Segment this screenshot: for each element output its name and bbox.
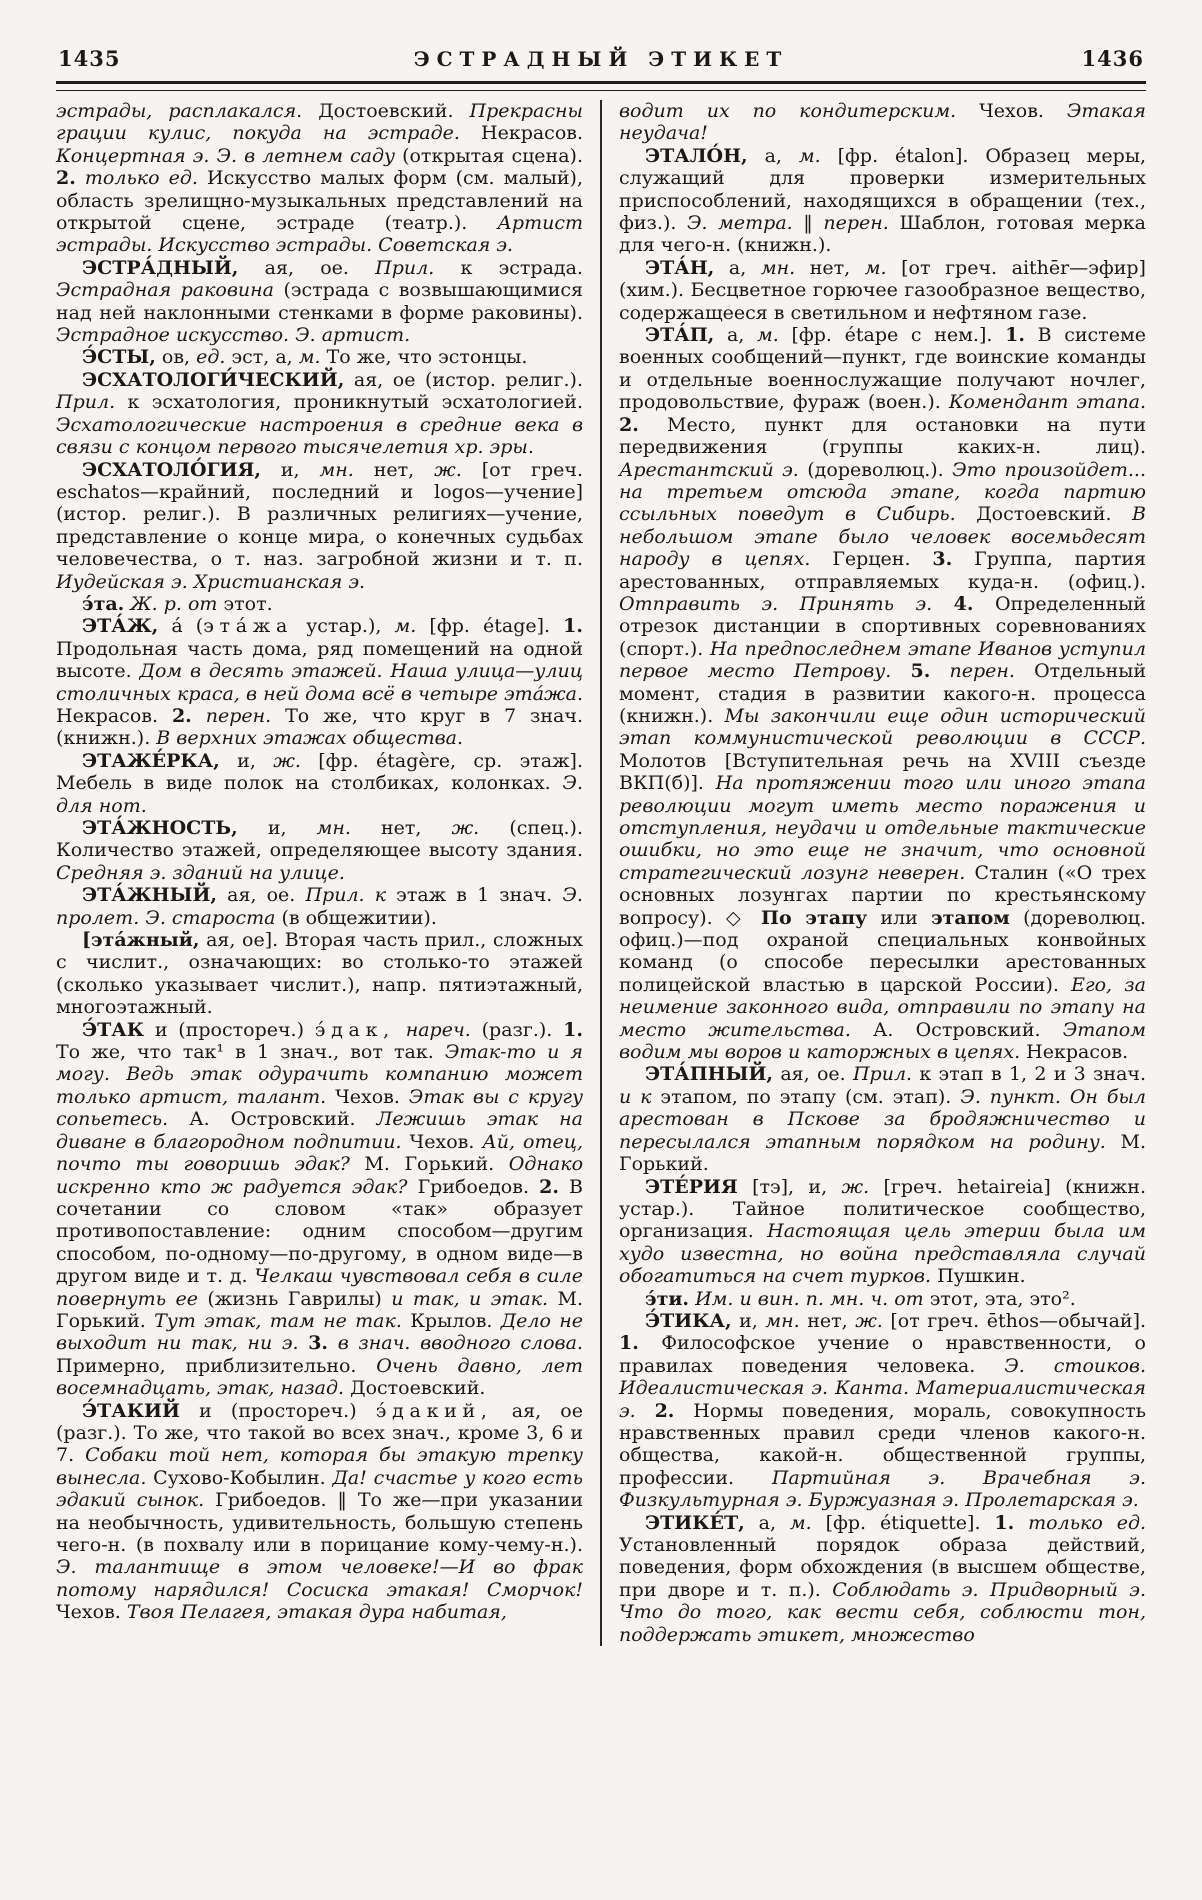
text-run: Артист эстрады. Искусство эстрады. Советская э. bbox=[56, 212, 583, 257]
running-head: ЭСТРАДНЫЙ ЭТИКЕТ bbox=[413, 47, 789, 71]
entry-eteriya bbox=[619, 1176, 1146, 1288]
text-run: Шаблон, готовая мерка для чего-н. (книжн.). bbox=[619, 212, 1147, 257]
text-run: и (простореч.) bbox=[154, 1018, 304, 1041]
text-run: Партийная э. Врачебная э. Физкультурная э. Буржуазная э. Пролетарская э. bbox=[619, 1466, 1146, 1512]
text-run: этот, эта, это². bbox=[929, 1287, 1076, 1310]
text-run: В верхних этажах общества. bbox=[156, 727, 464, 750]
text-run: 2. bbox=[619, 413, 639, 436]
text-run: ЭТА́Ж, bbox=[82, 615, 159, 638]
text-run: Продольная часть дома, ряд помещений на одной высоте. bbox=[56, 637, 583, 683]
text-run: ‖ bbox=[803, 212, 813, 235]
text-run: Э́ТАКИЙ bbox=[82, 1399, 180, 1422]
text-run: Чехов. bbox=[56, 1601, 121, 1624]
text-run: Группа, партия арестованных, отправляемых куда-н. (офиц.). bbox=[619, 548, 1146, 593]
text-run: Эстрадная раковина bbox=[56, 279, 275, 302]
text-run: к этап в 1, 2 и 3 знач. bbox=[919, 1063, 1147, 1086]
text-run: М. Горький. bbox=[619, 1130, 1146, 1176]
text-run: мн. bbox=[319, 458, 354, 481]
entry-estrada-continuation bbox=[56, 100, 583, 257]
text-run: и, bbox=[267, 817, 287, 839]
text-run: в знач. вводного слова. bbox=[337, 1332, 583, 1355]
text-run: ж. bbox=[434, 458, 462, 481]
text-run: Некрасов. bbox=[56, 704, 158, 727]
text-run: а́ ( bbox=[171, 615, 204, 638]
text-run: и так, и этак. bbox=[391, 1287, 549, 1310]
text-run: а, bbox=[726, 324, 745, 347]
text-run: По этапу bbox=[761, 906, 868, 929]
text-columns bbox=[56, 100, 1146, 1646]
text-run: к эстрада. bbox=[460, 256, 583, 279]
text-run: 3. bbox=[932, 548, 953, 571]
entry-etika bbox=[619, 1310, 1146, 1512]
text-run: Этак вы с кругу сопьетесь. bbox=[56, 1085, 583, 1131]
text-run: ая, ое. bbox=[780, 1063, 846, 1086]
text-run: этаж в 1 знач. bbox=[396, 884, 553, 907]
text-run: Им. и вин. п. мн. ч. от bbox=[695, 1287, 924, 1310]
text-run: ая, ое. bbox=[227, 884, 296, 907]
text-run: к эсхатология, проникнутый эсхатологией. bbox=[127, 391, 583, 414]
entry-etazhnyj bbox=[56, 884, 583, 929]
text-run: Сталин («О трех основных лозунгах партии по крестьянскому вопросу). bbox=[619, 861, 1146, 929]
text-run: 3. bbox=[308, 1332, 329, 1355]
text-run: Дом в десять этажей. Наша улица—улиц столичных краса, в ней дома всё в четыре эта́жа. bbox=[56, 660, 583, 705]
text-run: э́дак, bbox=[314, 1018, 395, 1041]
entry-eskhatologiya bbox=[56, 459, 583, 593]
text-run: Герцен. bbox=[832, 548, 911, 571]
text-run: Некрасов. bbox=[1026, 1041, 1129, 1064]
text-run: ая, ое]. Вторая часть прил., сложных с числит., означающих: во столько-то этажей (сколько указывает числит.), напр. пятиэтажный, многоэтажный. bbox=[56, 929, 583, 1019]
text-run: [от греч. eschatos—крайний, последний и logos—учение] (истор. религ.). В различных религиях—учение, представление о конце мира, о конечных судьбах человечества, о т. наз. загробной жизни и т. п. bbox=[56, 458, 584, 571]
text-run: Отдельный момент, стадия в развитии какого-н. процесса (книжн.). bbox=[619, 660, 1146, 727]
entry-etazh bbox=[56, 615, 583, 749]
text-run: ЭТАЛО́Н, bbox=[645, 144, 748, 167]
text-run: Челкаш чувствовал себя в силе повернуть ее bbox=[56, 1265, 583, 1310]
text-run: и (простореч.) bbox=[199, 1399, 357, 1422]
text-run: Средняя э. зданий на улице. bbox=[56, 861, 345, 884]
text-run: Чехов. bbox=[335, 1085, 400, 1108]
text-run: м. bbox=[394, 615, 417, 638]
text-run: Прекрасны грации кулис, покуда на эстраде. bbox=[56, 100, 583, 145]
text-run: То же, что так¹ в 1 знач., вот так. bbox=[56, 1041, 434, 1064]
text-run: 5. bbox=[910, 660, 931, 683]
text-run: ЭТА́ЖНОСТЬ, bbox=[82, 817, 238, 839]
text-run: нет, bbox=[381, 817, 422, 839]
text-run: водит их по кондитерским. bbox=[619, 100, 957, 122]
text-run: Лежишь этак на диване в благородном подпитии. bbox=[56, 1108, 583, 1153]
text-run: [от греч. aithēr—эфир] (хим.). Бесцветное горючее газообразное вещество, содержащееся в светильном и нефтяном газе. bbox=[619, 256, 1146, 324]
text-run: ж. bbox=[841, 1175, 870, 1198]
text-run: Достоевский. bbox=[976, 503, 1112, 526]
text-run: перен. bbox=[205, 704, 272, 727]
text-run: Прил. к bbox=[305, 884, 387, 907]
text-run: перен. bbox=[823, 212, 889, 235]
text-run: этапом, по этапу (см. этап). bbox=[660, 1085, 952, 1108]
text-run: нет, bbox=[373, 458, 415, 481]
header-rule bbox=[56, 81, 1146, 91]
text-run: [фр. étiquette]. bbox=[825, 1511, 981, 1534]
text-run: [фр. étape с нем.]. bbox=[791, 324, 993, 347]
text-run: нет, bbox=[809, 256, 851, 279]
text-run: [от греч. ēthos—обычай]. bbox=[890, 1309, 1147, 1332]
entry-eskhatologicheskij bbox=[56, 369, 583, 459]
text-run: Твоя Пелагея, этакая дура набитая, bbox=[126, 1601, 507, 1624]
text-run: Э. для нот. bbox=[56, 772, 583, 817]
text-run: Чехов. bbox=[979, 100, 1044, 122]
text-run: ая, ое (истор. религ.). bbox=[353, 368, 583, 391]
text-run: Примерно, приблизительно. bbox=[56, 1354, 357, 1377]
text-run: Настоящая цель этерии была им худо известна, но война представляла случай обогатиться на счет турков. bbox=[619, 1220, 1146, 1288]
text-run: только ед. bbox=[1028, 1511, 1147, 1534]
text-run: В системе военных сообщений—пункт, где воинские команды и отдельные военнослужащие получают ночлег, продовольствие, фураж (воен.). bbox=[619, 324, 1146, 414]
text-run: и к bbox=[619, 1085, 652, 1108]
text-run: устар.), bbox=[306, 615, 382, 638]
text-run: 1. bbox=[1005, 324, 1025, 347]
text-run: Э. стоиков. Идеалистическая э. Канта. Материалистическая э. bbox=[619, 1354, 1146, 1422]
text-run: Мы закончили еще один исторический этап коммунистической революции в СССР. bbox=[619, 704, 1147, 750]
text-run: Достоевский. bbox=[318, 100, 454, 122]
text-run: только ед. bbox=[84, 167, 198, 190]
text-run: Да! счастье у кого есть эдакий сынок. bbox=[56, 1466, 583, 1512]
text-run: (открытая сцена). bbox=[402, 144, 583, 167]
text-run: На протяжении того или иного этапа революции могут иметь место поражения и отступления, неудачи и отдельные тактические ошибки, но это еще не значит, что основной стратегический лозунг неверен. bbox=[619, 772, 1146, 884]
entry-estradnyj bbox=[56, 257, 583, 347]
text-run: м. bbox=[798, 144, 821, 167]
text-run: м. bbox=[789, 1511, 812, 1534]
page-header bbox=[58, 46, 1144, 71]
text-run: А. Островский. bbox=[873, 1018, 1041, 1041]
text-run: [эта́жный, bbox=[82, 929, 200, 952]
text-run: ж. bbox=[273, 749, 301, 772]
text-run: (в общежитии). bbox=[281, 906, 437, 929]
text-run: а, bbox=[728, 256, 747, 279]
text-run: Чехов. bbox=[409, 1130, 475, 1153]
text-run: Соблюдать э. Придворный э. Что до того, как вести себя, соблюсти тон, поддержать этикет, множество bbox=[619, 1578, 1146, 1646]
text-run: эстрады, расплакался. bbox=[56, 100, 303, 122]
text-run: [фр. étalon]. Образец меры, служащий для проверки измерительных приспособлений, находящихся в обращении (тех., физ.). bbox=[619, 144, 1146, 235]
entry-etakij bbox=[56, 1400, 583, 1624]
text-run: эст, а, bbox=[231, 346, 293, 369]
text-run: Концертная э. Э. в летнем саду bbox=[56, 144, 396, 167]
text-run: 1. bbox=[994, 1511, 1015, 1534]
text-run: (спец.). Количество этажей, определяющее высоту здания. bbox=[56, 817, 583, 862]
text-run: ЭСХАТОЛО́ГИЯ, bbox=[82, 458, 261, 481]
text-run: Этапом водим мы воров и каторжных в цепях. bbox=[619, 1018, 1146, 1064]
text-run: 2. bbox=[654, 1399, 675, 1422]
text-run: ЭТИКЕ́Т, bbox=[645, 1511, 745, 1534]
text-run: Эсхатологические настроения в средние века в связи с концом первого тысячелетия хр. эры. bbox=[56, 413, 583, 459]
text-run: Иудейская э. Христианская э. bbox=[56, 570, 366, 593]
text-run: ая, ое (разг.). То же, что такой во всех знач., кроме 3, 6 и 7. bbox=[56, 1399, 583, 1467]
text-run: Молотов [Вступительная речь на XVIII съезде ВКП(б)]. bbox=[619, 749, 1146, 795]
text-run: (дореволюц. офиц.)—под охраной специальных конвойных команд (о способе пересылки арестованных полицейской властью в царской России). bbox=[619, 906, 1147, 996]
entry-etap bbox=[619, 324, 1146, 1063]
text-run: мн. bbox=[316, 817, 351, 839]
text-run: эта́жа bbox=[203, 615, 294, 638]
entry-etan bbox=[619, 257, 1146, 324]
text-run: 2. bbox=[539, 1175, 559, 1198]
text-run: Э. пролет. Э. староста bbox=[56, 884, 583, 929]
text-run: и, bbox=[739, 1309, 758, 1332]
text-run: Грибоедов. ‖ То же—при указании на необычность, удивительность, большую степень чего-н. (в похвалу или в порицание кому-чему-н.). bbox=[56, 1489, 584, 1556]
text-run: перен. bbox=[949, 660, 1015, 683]
text-run: или bbox=[880, 906, 918, 929]
text-run: Прил. bbox=[852, 1063, 913, 1086]
text-run: Этакая неудача! bbox=[619, 100, 1146, 145]
text-run: этапом bbox=[931, 906, 1010, 929]
text-run: 2. bbox=[171, 704, 192, 727]
text-run: Тут этак, там не так. bbox=[154, 1309, 402, 1332]
text-run: Философское учение о нравственности, о правилах поведения человека. bbox=[619, 1332, 1146, 1377]
text-run: (разг.). bbox=[481, 1018, 553, 1041]
text-run: м. bbox=[864, 256, 887, 279]
text-run: Установленный порядок образа действий, поведения, форм обхождения (в высшем обществе, при дворе и т. п.). bbox=[619, 1534, 1146, 1601]
entry-etiket bbox=[619, 1512, 1146, 1646]
text-run: М. Горький. bbox=[364, 1153, 495, 1176]
text-run: Дело не выходит ни так, ни э. bbox=[56, 1309, 584, 1355]
entry-etazherka bbox=[56, 750, 583, 817]
text-run: ЭТАЖЕ́РКА, bbox=[82, 749, 220, 772]
text-run: Однако искренно кто ж радуется эдак? bbox=[56, 1153, 584, 1198]
text-run: м. bbox=[757, 324, 779, 347]
page-number-left: 1435 bbox=[58, 46, 121, 71]
entry-esty bbox=[56, 346, 583, 368]
text-run: мн. bbox=[760, 256, 796, 279]
text-run: Место, пункт для остановки на пути передвижения (группы каких-н. лиц). bbox=[619, 413, 1146, 459]
text-run: и, bbox=[237, 749, 256, 772]
text-run: На предпоследнем этапе Иванов уступил первое место Петрову. bbox=[619, 637, 1146, 683]
text-run: Э́ТАК bbox=[82, 1018, 145, 1041]
text-run: Э. талантище в этом человеке!—И во фрак потому нарядился! Сосиска этакая! Сморчок! bbox=[56, 1556, 583, 1601]
text-run: Некрасов. bbox=[481, 122, 583, 145]
text-run: (эстрада с возвышающимися над ней наклонными стенками в форме раковины). bbox=[56, 279, 583, 324]
text-run: м. bbox=[298, 346, 321, 369]
text-run: Определенный отрезок дистанции в спортивных соревнованиях (спорт.). bbox=[619, 592, 1146, 660]
text-run: ◇ bbox=[725, 906, 748, 929]
text-run: 1. bbox=[619, 1332, 639, 1355]
text-run: То же, что эстонцы. bbox=[326, 346, 528, 369]
entry-etazhnyj-suffix bbox=[56, 929, 583, 1019]
text-run: М. Горький. bbox=[56, 1287, 584, 1332]
text-run: 1. bbox=[563, 615, 584, 638]
text-run: Сухово-Кобылин. bbox=[153, 1466, 326, 1489]
text-run: э́дакий, bbox=[375, 1399, 493, 1422]
text-run: ЭТЕ́РИЯ bbox=[645, 1175, 738, 1198]
text-run: нет, bbox=[807, 1309, 848, 1332]
text-run: (дореволюц.). bbox=[807, 458, 944, 481]
entry-etakij-continuation bbox=[619, 100, 1146, 145]
text-run: ЭТА́Н, bbox=[645, 256, 715, 279]
right-column bbox=[600, 100, 1146, 1646]
text-run: ов, bbox=[161, 346, 191, 369]
text-run: ЭТА́П, bbox=[645, 324, 715, 347]
text-run: ед. bbox=[196, 346, 226, 369]
text-run: Собаки той нет, которая бы этакую трепку вынесла. bbox=[56, 1444, 583, 1489]
text-run: ЭТА́ПНЫЙ, bbox=[645, 1063, 774, 1086]
text-run: ЭСТРА́ДНЫЙ, bbox=[82, 256, 239, 279]
entry-eta bbox=[56, 593, 583, 615]
text-run: Этак-то и я могу. Ведь этак одурачить компанию может только артист, талант. bbox=[56, 1041, 583, 1108]
text-run: Достоевский. bbox=[350, 1377, 486, 1400]
text-run: ж. bbox=[855, 1309, 883, 1332]
text-run: а, bbox=[764, 144, 782, 167]
text-run: этот. bbox=[223, 592, 273, 615]
text-run: [фр. étagère, ср. этаж]. Мебель в виде полок на столбиках, колонках. bbox=[56, 749, 583, 795]
text-run: Его, за неимение законного вида, отправили по этапу на место жительства. bbox=[619, 973, 1147, 1041]
text-run: Прил. bbox=[375, 256, 435, 279]
entry-etak bbox=[56, 1019, 583, 1400]
entry-etazhnost bbox=[56, 817, 583, 884]
text-run: Э́ТИКА, bbox=[645, 1309, 732, 1332]
left-column bbox=[56, 100, 600, 1646]
text-run: А. Островский. bbox=[189, 1108, 356, 1131]
text-run: ЭТА́ЖНЫЙ, bbox=[82, 884, 218, 907]
text-run: 1. bbox=[563, 1018, 583, 1041]
text-run: Очень давно, лет восемнадцать, этак, назад. bbox=[56, 1354, 584, 1400]
text-run: Э. пункт. Он был арестован в Пскове за бродяжничество и пересылался этапным порядком на родину. bbox=[619, 1085, 1147, 1153]
text-run: Комендант этапа. bbox=[948, 391, 1147, 414]
text-run: Эстрадное искусство. Э. артист. bbox=[56, 324, 411, 347]
text-run: Отправить э. Принять э. bbox=[619, 592, 933, 615]
text-run: Нормы поведения, мораль, совокупность нравственных правил среди членов какого-н. общества, какой-н. общественной группы, профессии. bbox=[619, 1399, 1146, 1489]
text-run: ж. bbox=[451, 817, 480, 839]
text-run: мн. bbox=[765, 1309, 800, 1332]
entry-eti bbox=[619, 1288, 1146, 1310]
text-run: Искусство малых форм (см. малый), область зрелищно-музыкальных представлений на открытой сцене, эстраде (театр.). bbox=[56, 167, 583, 235]
text-run: Пушкин. bbox=[937, 1265, 1026, 1288]
text-run: Грибоедов. bbox=[417, 1175, 529, 1198]
text-run: Ай, отец, почто ты говоришь эдак? bbox=[56, 1130, 583, 1176]
text-run: (жизнь Гаврилы) bbox=[207, 1287, 382, 1310]
entry-etalon bbox=[619, 145, 1146, 257]
text-run: Арестантский э. bbox=[619, 458, 799, 481]
text-run: и, bbox=[280, 458, 300, 481]
text-run: э́та. bbox=[82, 592, 125, 615]
page-number-right: 1436 bbox=[1081, 46, 1144, 71]
text-run: ЭСХАТОЛОГИ́ЧЕСКИЙ, bbox=[82, 368, 345, 391]
text-run: В небольшом этапе было человек восемьдесят народу в цепях. bbox=[619, 503, 1147, 571]
text-run: [тэ], и, bbox=[752, 1175, 828, 1198]
text-run: ая, ое. bbox=[264, 256, 349, 279]
text-run: 2. bbox=[56, 167, 76, 190]
text-run: Прил. bbox=[56, 391, 116, 414]
text-run: Э. метра. bbox=[686, 212, 793, 235]
text-run: То же, что круг в 7 знач. (книжн.). bbox=[56, 704, 583, 750]
text-run: нареч. bbox=[405, 1018, 471, 1041]
text-run: Э́СТЫ, bbox=[82, 346, 156, 369]
text-run: [фр. étage]. bbox=[429, 615, 551, 638]
text-run: э́ти. bbox=[645, 1287, 690, 1310]
text-run: Ж. р. от bbox=[130, 592, 218, 615]
text-run: Это произойдет... на третьем отсюда этапе, когда партию ссыльных поведут в Сибирь. bbox=[619, 458, 1147, 526]
text-run: 4. bbox=[953, 592, 974, 615]
text-run: Крылов. bbox=[410, 1309, 493, 1332]
text-run: [греч. hetaireia] (книжн. устар.). Тайное политическое сообщество, организация. bbox=[619, 1175, 1146, 1243]
entry-etapnyj bbox=[619, 1063, 1146, 1175]
text-run: В сочетании со словом «так» образует противопоставление: одним способом—другим способом, по-одному—по-другому, в одном виде—в другом виде и т. д. bbox=[56, 1175, 584, 1288]
text-run: а, bbox=[758, 1511, 776, 1534]
